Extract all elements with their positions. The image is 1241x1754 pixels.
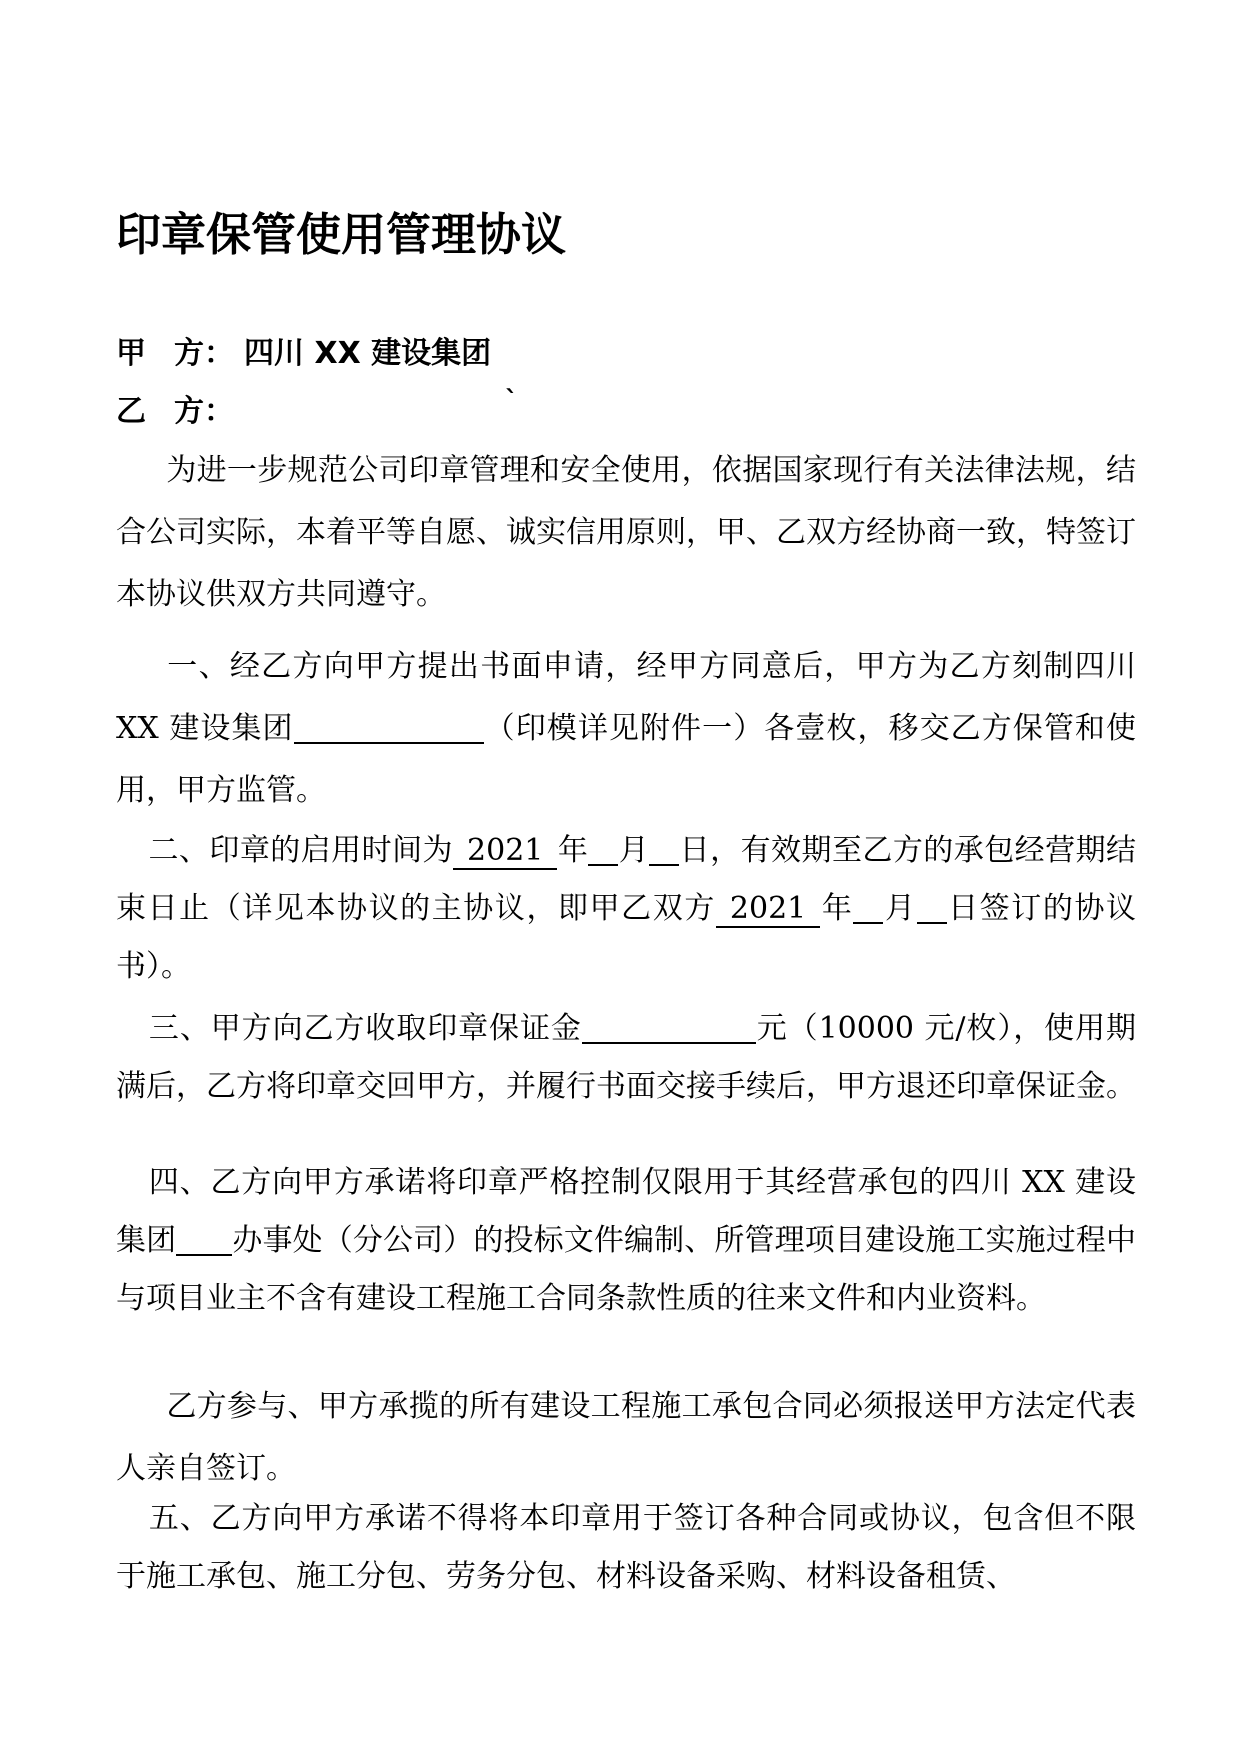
party-b-label bbox=[116, 390, 244, 434]
party-b-label-suffix: 方： bbox=[174, 394, 234, 429]
clause-4-supplement bbox=[116, 1376, 1136, 1500]
seal-name-blank bbox=[294, 712, 484, 744]
party-a-value: 四川 XX 建设集团 bbox=[244, 336, 492, 371]
clause-2-month-unit: 月 bbox=[618, 833, 650, 868]
clause-4 bbox=[116, 1154, 1136, 1328]
clause-2-year-unit-2: 年 bbox=[820, 891, 854, 926]
sign-day-blank bbox=[917, 892, 947, 924]
clause-1-text-b: （印模详见附件一）各壹枚，移交乙方保管和使用，甲方监管。 bbox=[116, 711, 1136, 808]
party-b-line bbox=[116, 390, 244, 434]
office-name-blank bbox=[176, 1224, 232, 1256]
intro-paragraph bbox=[116, 440, 1136, 626]
party-b-label-char: 乙 bbox=[116, 394, 146, 429]
clause-3-text-a: 三、甲方向乙方收取印章保证金 bbox=[148, 1011, 582, 1046]
clause-1 bbox=[116, 636, 1136, 822]
sign-month-blank bbox=[853, 892, 883, 924]
clause-3 bbox=[116, 1000, 1136, 1116]
clause-2-text-b: 日，有效期至乙方的承包经营期结束日止（详见本协议的主协议，即甲乙双方 bbox=[116, 833, 1137, 926]
intro-text: 为进一步规范公司印章管理和安全使用，依据国家现行有关法律法规，结合公司实际，本着平等自愿、诚实信用原则，甲、乙双方经协商一致，特签订本协议供双方共同遵守。 bbox=[116, 453, 1136, 612]
document-title: 印章保管使用管理协议 bbox=[116, 208, 567, 261]
party-a-line bbox=[116, 332, 491, 376]
party-a-label-char: 甲 bbox=[116, 336, 146, 371]
clause-2-year-unit: 年 bbox=[557, 833, 589, 868]
clause-2-text-c: 日签订的协议书）。 bbox=[116, 891, 1137, 984]
stray-mark: ` bbox=[505, 386, 518, 416]
clause-4-text-b: 办事处（分公司）的投标文件编制、所管理项目建设施工实施过程中与项目业主不含有建设工程施工合同条款性质的往来文件和内业资料。 bbox=[116, 1223, 1136, 1316]
clause-1-text-a: 一、经乙方向甲方提出书面申请，经甲方同意后，甲方为乙方刻制四川 XX 建设集团 bbox=[116, 649, 1136, 746]
deposit-amount-blank bbox=[582, 1012, 756, 1044]
start-day-blank bbox=[649, 834, 679, 866]
start-month-blank bbox=[588, 834, 618, 866]
clause-2-text-a: 二、印章的启用时间为 bbox=[148, 833, 454, 868]
sign-year: 2021 bbox=[716, 891, 820, 928]
clause-2-month-unit-2: 月 bbox=[883, 891, 917, 926]
clause-5-text: 五、乙方向甲方承诺不得将本印章用于签订各种合同或协议，包含但不限于施工承包、施工分包、劳务分包、材料设备采购、材料设备租赁、 bbox=[116, 1501, 1136, 1594]
clause-4-supplement-text: 乙方参与、甲方承揽的所有建设工程施工承包合同必须报送甲方法定代表人亲自签订。 bbox=[116, 1389, 1136, 1486]
clause-4-text-a: 四、乙方向甲方承诺将印章严格控制仅限用于其经营承包的四川 XX 建设集团 bbox=[116, 1165, 1136, 1258]
party-a-label-suffix: 方： bbox=[174, 336, 234, 371]
clause-5 bbox=[116, 1490, 1136, 1606]
party-a-label bbox=[116, 332, 244, 376]
start-year: 2021 bbox=[453, 833, 557, 870]
clause-3-text-b: 元（10000 元/枚），使用期满后，乙方将印章交回甲方，并履行书面交接手续后，甲方退还印章保证金。 bbox=[116, 1011, 1137, 1104]
clause-2 bbox=[116, 822, 1136, 996]
